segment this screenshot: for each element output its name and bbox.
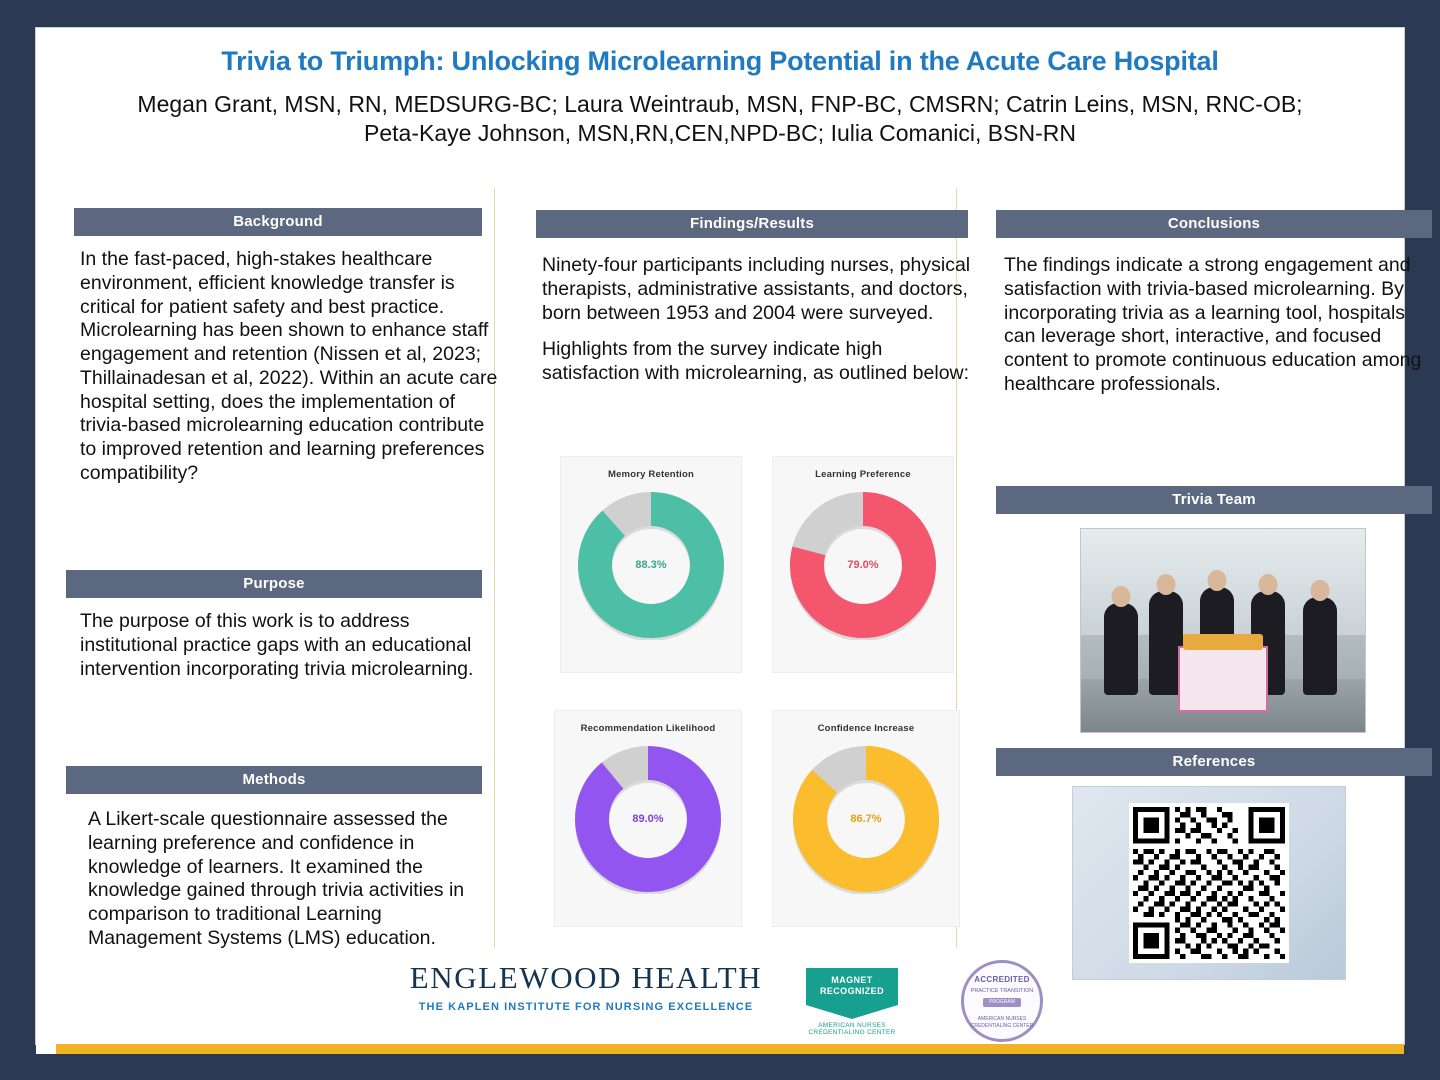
chart-value-recommendation-likelihood: 89.0% xyxy=(632,813,664,825)
chart-title-learning-preference: Learning Preference xyxy=(815,469,911,480)
author-line-2: Peta-Kaye Johnson, MSN,RN,CEN,NPD-BC; Iulia Comanici, BSN-RN xyxy=(364,119,1076,146)
team-member-head xyxy=(1310,580,1329,601)
section-header-findings: Findings/Results xyxy=(536,210,968,238)
donut-confidence-increase xyxy=(791,744,941,894)
trivia-team-photo xyxy=(1080,528,1366,733)
findings-paragraph-1: Ninety-four participants including nurses, physical therapists, administrative assistants, and doctors, born between 1953 and 2004 were surveyed. xyxy=(542,254,971,324)
team-member-1 xyxy=(1104,603,1138,695)
magnet-recognized-logo xyxy=(806,968,898,1036)
section-header-references: References xyxy=(996,748,1432,776)
chart-card-confidence-increase xyxy=(772,710,960,927)
kaplen-institute-tagline: THE KAPLEN INSTITUTE FOR NURSING EXCELLENCE xyxy=(418,1001,754,1013)
section-body-findings xyxy=(534,244,980,399)
section-header-methods: Methods xyxy=(66,766,482,794)
snack-tray xyxy=(1183,634,1263,650)
findings-paragraph-2: Highlights from the survey indicate high satisfaction with microlearning, as outlined below: xyxy=(542,338,970,385)
accredited-subtitle: PRACTICE TRANSITION xyxy=(970,987,1034,994)
section-body-background: In the fast-paced, high-stakes healthcare environment, efficient knowledge transfer is critical for patient safety and best practice. Microlearning has been shown to enhance staff engagement and retention (Nissen et al, 2023; Thillainadesan et al, 2022). Within an acute care hospital setting, does the implementation of trivia-based microlearning education contribute to improved retention and learning preferences compatibility? xyxy=(80,248,498,485)
team-member-head xyxy=(1111,586,1130,607)
footer-logos xyxy=(36,948,1404,1044)
chart-card-memory-retention xyxy=(560,456,742,673)
section-body-conclusions: The findings indicate a strong engagement and satisfaction with trivia-based microlearning. By incorporating trivia as a learning tool, hospitals can leverage short, interactive, and focused content to promote continuous education among healthcare professionals. xyxy=(1004,254,1422,395)
accredited-title: ACCREDITED xyxy=(974,975,1030,984)
donut-memory-retention xyxy=(576,490,726,640)
trivia-cart xyxy=(1178,646,1268,712)
poster-canvas xyxy=(36,28,1422,1044)
ancc-accredited-seal xyxy=(961,960,1043,1042)
chart-value-memory-retention: 88.3% xyxy=(635,559,667,571)
magnet-ribbon-tail xyxy=(806,1005,898,1019)
section-header-background: Background xyxy=(74,208,482,236)
team-member-head xyxy=(1157,574,1176,595)
bottom-accent-bar-gap xyxy=(36,1044,56,1054)
magnet-band xyxy=(806,968,898,1005)
page-title: Trivia to Triumph: Unlocking Microlearning Potential in the Acute Care Hospital xyxy=(221,46,1219,76)
chart-title-recommendation-likelihood: Recommendation Likelihood xyxy=(580,723,716,734)
references-qr-code[interactable] xyxy=(1129,803,1289,963)
chart-card-learning-preference xyxy=(772,456,954,673)
section-body-purpose: The purpose of this work is to address institutional practice gaps with an educational intervention incorporating trivia microlearning. xyxy=(80,610,474,680)
chart-value-learning-preference: 79.0% xyxy=(847,559,879,571)
chart-value-confidence-increase: 86.7% xyxy=(850,813,882,825)
team-member-5 xyxy=(1303,597,1337,695)
section-header-purpose: Purpose xyxy=(66,570,482,598)
chart-title-confidence-increase: Confidence Increase xyxy=(817,723,915,734)
magnet-credentialing-text: AMERICAN NURSES CREDENTIALING CENTER xyxy=(808,1021,896,1036)
englewood-health-wordmark: ENGLEWOOD HEALTH xyxy=(409,960,763,995)
section-header-conclusions: Conclusions xyxy=(996,210,1432,238)
chart-card-recommendation-likelihood xyxy=(554,710,742,927)
accredited-credentialing-text: AMERICAN NURSES CREDENTIALING CENTER xyxy=(970,1015,1034,1029)
bottom-accent-bar xyxy=(36,1044,1404,1054)
section-body-methods: A Likert-scale questionnaire assessed the learning preference and confidence in knowledge of learners. It examined the knowledge gained through trivia activities in comparison to traditional Learning Management Systems (LMS) education. xyxy=(88,808,465,949)
team-member-head xyxy=(1259,574,1278,595)
donut-learning-preference xyxy=(788,490,938,640)
chart-title-memory-retention: Memory Retention xyxy=(607,469,695,480)
team-member-head xyxy=(1208,570,1227,591)
donut-recommendation-likelihood xyxy=(573,744,723,894)
section-header-trivia-team: Trivia Team xyxy=(996,486,1432,514)
magnet-line-1: MAGNET xyxy=(831,975,873,985)
author-list xyxy=(46,90,1394,148)
author-line-1: Megan Grant, MSN, RN, MEDSURG-BC; Laura Weintraub, MSN, FNP-BC, CMSRN; Catrin Leins, MSN, RNC-OB; xyxy=(137,91,1303,117)
accredited-program-tag: PROGRAM xyxy=(983,998,1021,1007)
magnet-line-2: RECOGNIZED xyxy=(819,986,884,997)
englewood-health-logo xyxy=(376,960,796,1013)
